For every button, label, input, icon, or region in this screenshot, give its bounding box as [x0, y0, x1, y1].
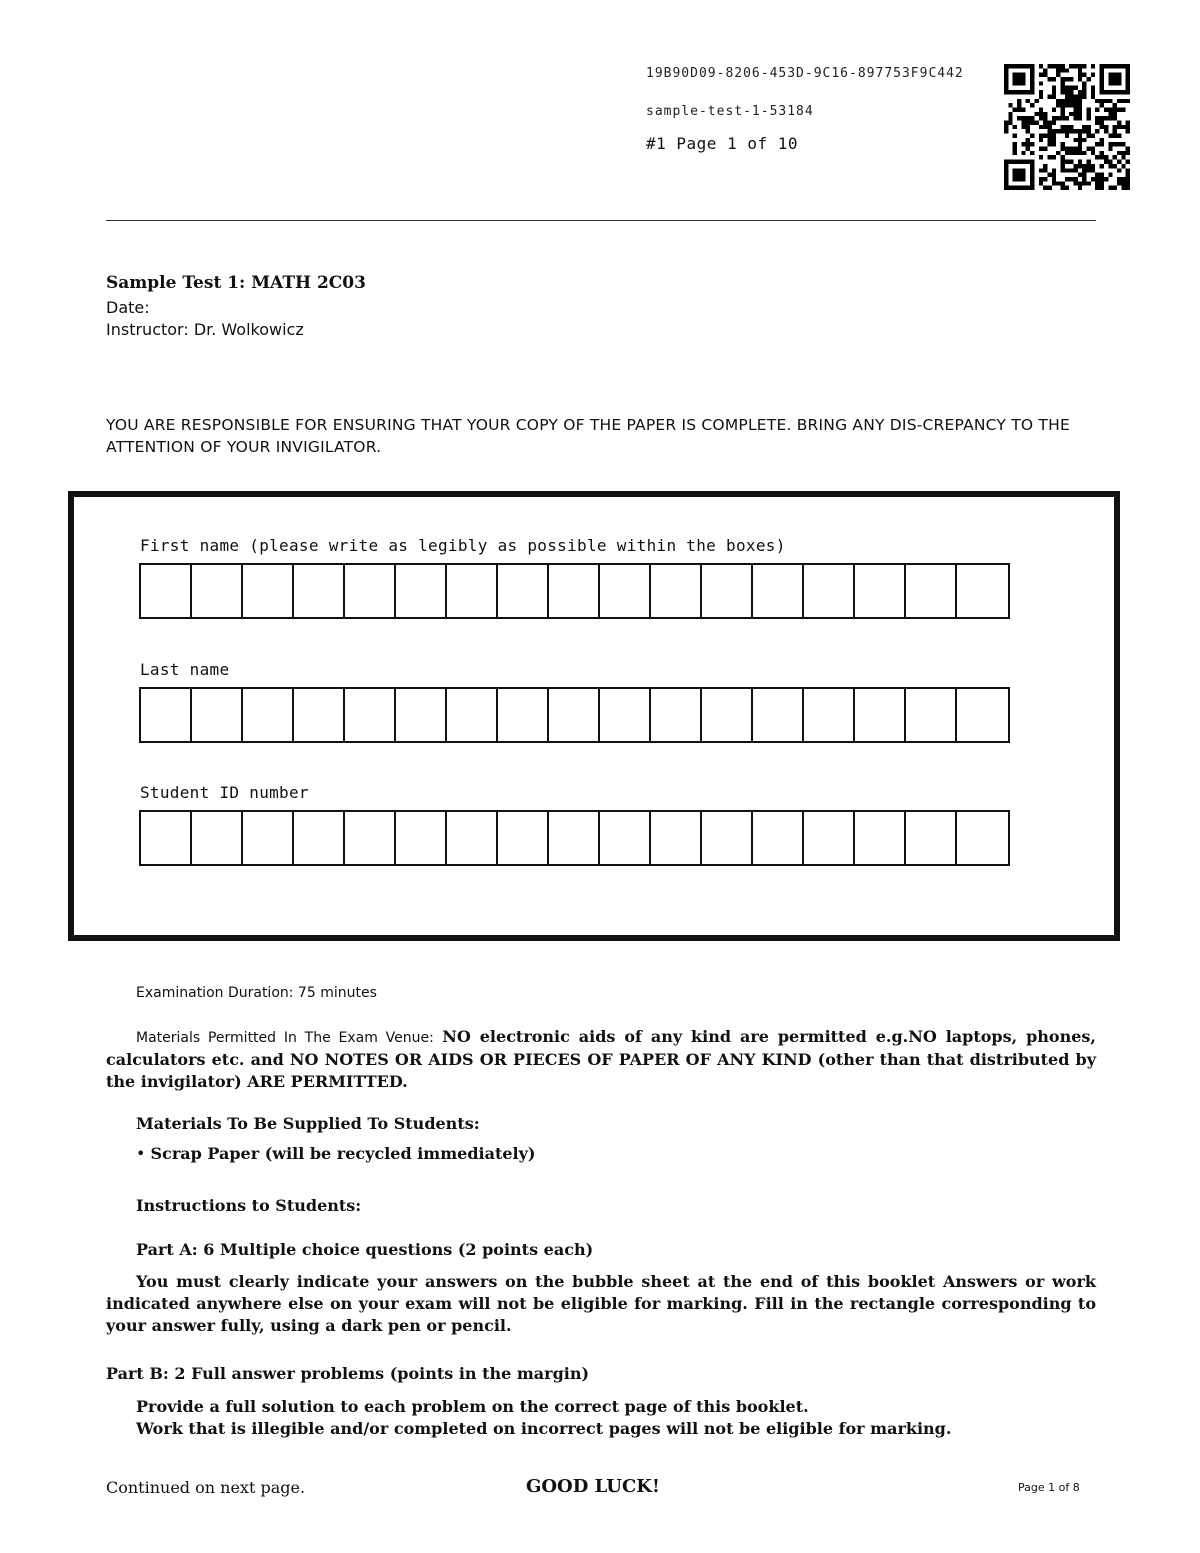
first-name-label: First name (please write as legibly as possible within the boxes): [140, 536, 786, 555]
letter-box[interactable]: [396, 565, 447, 617]
test-code: sample-test-1-53184: [646, 104, 814, 119]
letter-box[interactable]: [549, 565, 600, 617]
letter-box[interactable]: [957, 812, 1008, 864]
letter-box[interactable]: [192, 812, 243, 864]
letter-box[interactable]: [906, 565, 957, 617]
materials-supplied-item-text: Scrap Paper (will be recycled immediately): [150, 1144, 536, 1163]
letter-box[interactable]: [243, 812, 294, 864]
first-name-boxes[interactable]: [139, 563, 1010, 619]
materials-permitted-text: NO electronic aids of any kind are permitted e.g.NO laptops, phones, calculators etc. and NO NOTES OR AIDS OR PIECES OF PAPER OF ANY KIND (other than that distributed by the invigilator) ARE PERMITTED.: [106, 1027, 1096, 1091]
letter-box[interactable]: [294, 565, 345, 617]
materials-permitted-label: Materials Permitted In The Exam Venue:: [136, 1030, 434, 1046]
letter-box[interactable]: [447, 689, 498, 741]
letter-box[interactable]: [855, 565, 906, 617]
student-id-boxes[interactable]: [139, 810, 1010, 866]
letter-box[interactable]: [804, 565, 855, 617]
part-b-line2: Work that is illegible and/or completed on incorrect pages will not be eligible for marking.: [136, 1419, 952, 1438]
letter-box[interactable]: [549, 689, 600, 741]
letter-box[interactable]: [753, 689, 804, 741]
letter-box[interactable]: [141, 565, 192, 617]
part-a-heading: Part A: 6 Multiple choice questions (2 points each): [136, 1240, 594, 1259]
exam-title: Sample Test 1: MATH 2C03: [106, 273, 366, 293]
letter-box[interactable]: [192, 689, 243, 741]
last-name-boxes[interactable]: [139, 687, 1010, 743]
letter-box[interactable]: [396, 812, 447, 864]
letter-box[interactable]: [345, 565, 396, 617]
letter-box[interactable]: [447, 565, 498, 617]
letter-box[interactable]: [702, 565, 753, 617]
letter-box[interactable]: [651, 812, 702, 864]
letter-box[interactable]: [957, 689, 1008, 741]
part-b-heading: Part B: 2 Full answer problems (points in the margin): [106, 1364, 590, 1383]
letter-box[interactable]: [345, 812, 396, 864]
letter-box[interactable]: [549, 812, 600, 864]
letter-box[interactable]: [498, 812, 549, 864]
letter-box[interactable]: [243, 689, 294, 741]
bullet-icon: •: [136, 1144, 146, 1163]
page-indicator: #1 Page 1 of 10: [646, 134, 798, 153]
letter-box[interactable]: [855, 689, 906, 741]
exam-date: Date:: [106, 298, 150, 317]
part-b-line1: Provide a full solution to each problem on the correct page of this booklet.: [136, 1397, 809, 1416]
letter-box[interactable]: [600, 812, 651, 864]
materials-supplied-heading: Materials To Be Supplied To Students:: [136, 1114, 480, 1133]
completeness-notice: YOU ARE RESPONSIBLE FOR ENSURING THAT YOUR COPY OF THE PAPER IS COMPLETE. BRING ANY DIS-CREPANCY TO THE ATTENTION OF YOUR INVIGILATOR.: [106, 416, 1070, 456]
letter-box[interactable]: [651, 565, 702, 617]
exam-uuid: 19B90D09-8206-453D-9C16-897753F9C442: [646, 66, 964, 81]
letter-box[interactable]: [600, 565, 651, 617]
part-a-text: You must clearly indicate your answers on the bubble sheet at the end of this booklet Answers or work indicated anywhere else on your exam will not be eligible for marking. Fill in the rectangle corresponding to your answer fully, using a dark pen or pencil.: [106, 1272, 1096, 1335]
letter-box[interactable]: [906, 812, 957, 864]
letter-box[interactable]: [396, 689, 447, 741]
qr-code-icon: [1004, 64, 1130, 190]
footer-good-luck: GOOD LUCK!: [526, 1476, 660, 1497]
letter-box[interactable]: [702, 689, 753, 741]
letter-box[interactable]: [906, 689, 957, 741]
materials-supplied-item: [136, 1143, 1036, 1165]
letter-box[interactable]: [753, 565, 804, 617]
letter-box[interactable]: [294, 812, 345, 864]
letter-box[interactable]: [498, 565, 549, 617]
letter-box[interactable]: [651, 689, 702, 741]
last-name-label: Last name: [140, 660, 230, 679]
exam-duration: Examination Duration: 75 minutes: [136, 985, 377, 1001]
instructions-heading: Instructions to Students:: [136, 1196, 362, 1215]
letter-box[interactable]: [243, 565, 294, 617]
letter-box[interactable]: [804, 812, 855, 864]
letter-box[interactable]: [600, 689, 651, 741]
header-divider: [106, 220, 1096, 221]
letter-box[interactable]: [753, 812, 804, 864]
materials-permitted: [106, 1026, 1096, 1093]
letter-box[interactable]: [141, 689, 192, 741]
letter-box[interactable]: [192, 565, 243, 617]
letter-box[interactable]: [957, 565, 1008, 617]
student-id-label: Student ID number: [140, 783, 309, 802]
letter-box[interactable]: [498, 689, 549, 741]
exam-instructor: Instructor: Dr. Wolkowicz: [106, 320, 304, 339]
letter-box[interactable]: [345, 689, 396, 741]
letter-box[interactable]: [702, 812, 753, 864]
letter-box[interactable]: [294, 689, 345, 741]
letter-box[interactable]: [447, 812, 498, 864]
letter-box[interactable]: [141, 812, 192, 864]
letter-box[interactable]: [855, 812, 906, 864]
footer-page-number: Page 1 of 8: [1018, 1481, 1080, 1494]
letter-box[interactable]: [804, 689, 855, 741]
footer-continued: Continued on next page.: [106, 1478, 306, 1497]
